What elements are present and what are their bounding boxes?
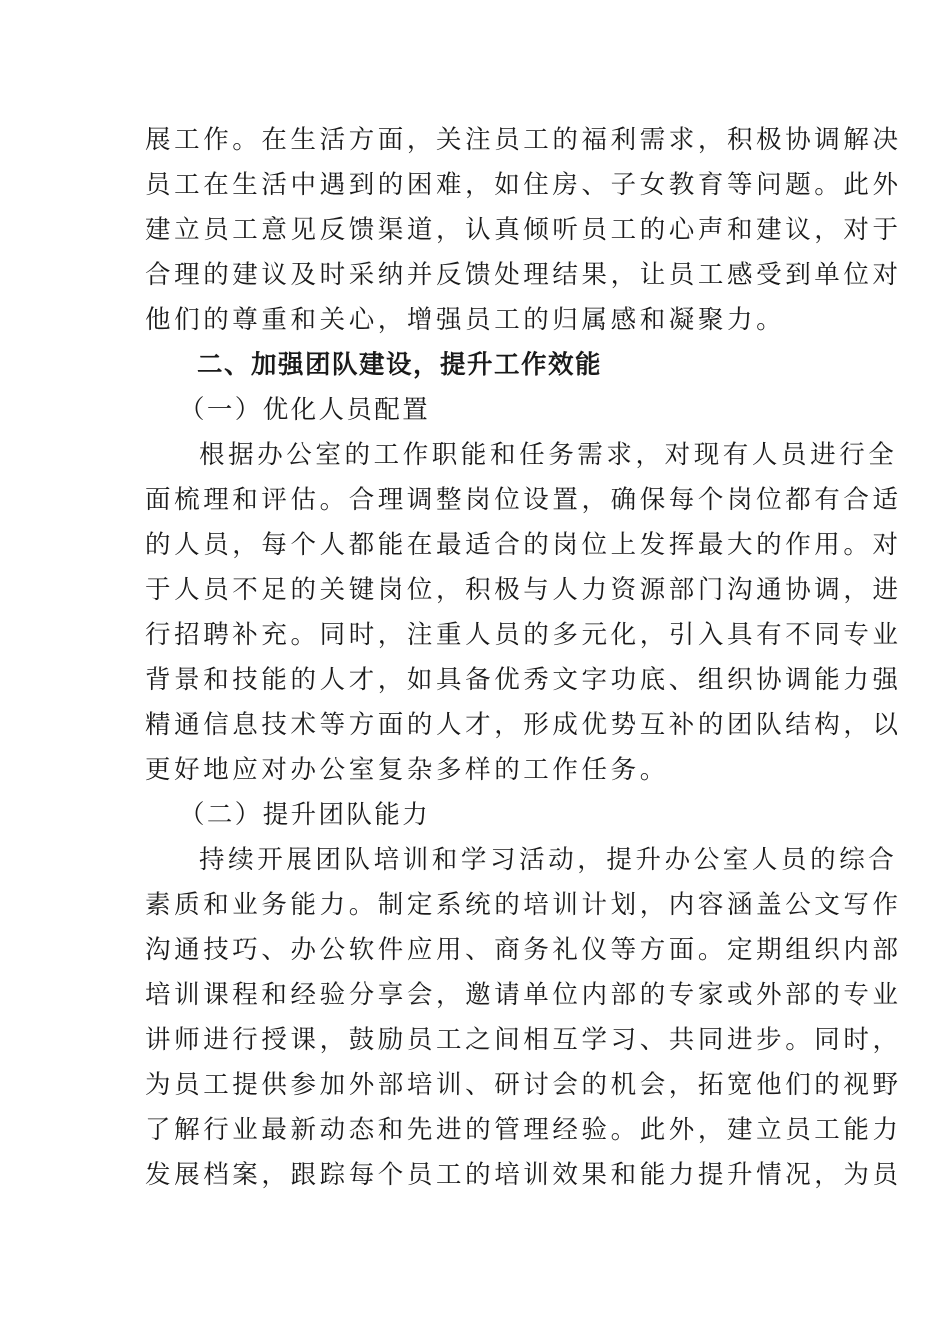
text-line: 的人员，每个人都能在最适合的岗位上发挥最大的作用。对 bbox=[145, 530, 902, 560]
subsection-heading-team-ability: （二）提升团队能力 bbox=[179, 800, 431, 830]
text-line: 于人员不足的关键岗位，积极与人力资源部门沟通协调，进 bbox=[145, 575, 902, 605]
document-body bbox=[145, 118, 902, 1198]
text-line: 了解行业最新动态和先进的管理经验。此外，建立员工能力 bbox=[145, 1115, 902, 1145]
text-line: 发展档案，跟踪每个员工的培训效果和能力提升情况，为员 bbox=[145, 1160, 902, 1190]
text-line: 培训课程和经验分享会，邀请单位内部的专家或外部的专业 bbox=[145, 980, 902, 1010]
text-line: 讲师进行授课，鼓励员工之间相互学习、共同进步。同时， bbox=[145, 1025, 902, 1055]
text-line: 行招聘补充。同时，注重人员的多元化，引入具有不同专业 bbox=[145, 620, 902, 650]
text-line: 面梳理和评估。合理调整岗位设置，确保每个岗位都有合适 bbox=[145, 485, 902, 515]
text-line: 持续开展团队培训和学习活动，提升办公室人员的综合 bbox=[199, 845, 898, 875]
paragraph-welfare-continued bbox=[145, 118, 902, 343]
paragraph-staffing bbox=[145, 433, 902, 793]
text-line: 展工作。在生活方面，关注员工的福利需求，积极协调解决 bbox=[145, 125, 902, 155]
text-line: 沟通技巧、办公软件应用、商务礼仪等方面。定期组织内部 bbox=[145, 935, 902, 965]
text-line: 员工在生活中遇到的困难，如住房、子女教育等问题。此外 bbox=[145, 170, 902, 200]
paragraph-team-ability bbox=[145, 838, 902, 1198]
text-line: 素质和业务能力。制定系统的培训计划，内容涵盖公文写作 bbox=[145, 890, 902, 920]
text-line: 建立员工意见反馈渠道，认真倾听员工的心声和建议，对于 bbox=[145, 215, 902, 245]
text-line: 根据办公室的工作职能和任务需求，对现有人员进行全 bbox=[199, 440, 898, 470]
text-line: 合理的建议及时采纳并反馈处理结果，让员工感受到单位对 bbox=[145, 260, 902, 290]
text-line: 更好地应对办公室复杂多样的工作任务。 bbox=[145, 755, 669, 785]
text-line: 为员工提供参加外部培训、研讨会的机会，拓宽他们的视野 bbox=[145, 1070, 902, 1100]
text-line: 他们的尊重和关心，增强员工的归属感和凝聚力。 bbox=[145, 305, 786, 335]
subsection-heading-staffing: （一）优化人员配置 bbox=[179, 395, 431, 425]
text-line: 精通信息技术等方面的人才，形成优势互补的团队结构，以 bbox=[145, 710, 902, 740]
text-line: 背景和技能的人才，如具备优秀文字功底、组织协调能力强 bbox=[145, 665, 902, 695]
section-heading-team-building: 二、加强团队建设，提升工作效能 bbox=[197, 350, 603, 380]
